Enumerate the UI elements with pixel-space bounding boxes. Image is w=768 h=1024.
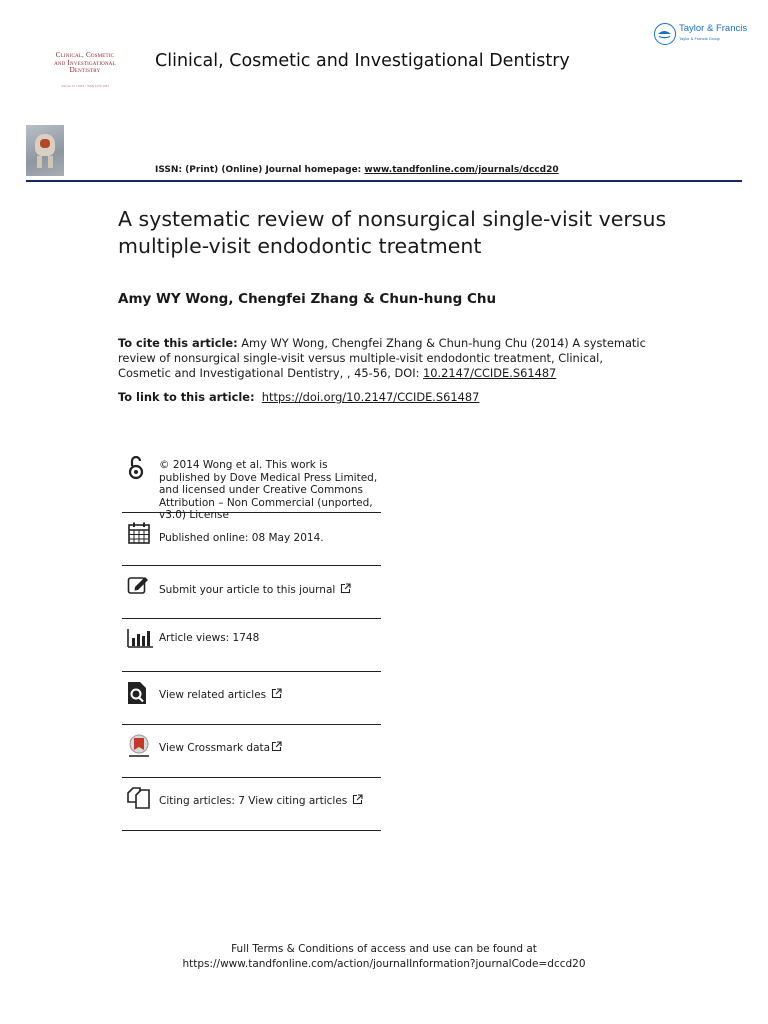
journal-title: Clinical, Cosmetic and Investigational Dentistry: [155, 51, 570, 71]
article-link-label: To link to this article:: [118, 390, 255, 404]
related-label: View related articles: [159, 689, 267, 701]
journal-cover-image: [26, 125, 64, 176]
publisher-name: Taylor & Francis: [679, 23, 748, 34]
external-link-icon: [340, 583, 351, 598]
citation-block: [118, 336, 658, 382]
license-row: [122, 452, 381, 521]
related-articles-link[interactable]: [159, 688, 282, 703]
article-link-line: [118, 390, 479, 404]
citing-label: Citing articles: 7 View citing articles: [159, 795, 348, 807]
submit-row[interactable]: [122, 566, 381, 619]
search-document-icon: [127, 681, 149, 709]
publisher-logo: [654, 22, 754, 46]
external-link-icon: [352, 794, 363, 809]
related-row[interactable]: [122, 672, 381, 725]
views-row: [122, 619, 381, 672]
issn-label: ISSN: (Print) (Online) Journal homepage:: [155, 165, 365, 175]
crossmark-link[interactable]: [159, 741, 282, 756]
journal-logo-line-3: Dentistry: [69, 66, 101, 74]
citing-articles-link[interactable]: [159, 794, 363, 809]
bar-chart-icon: [127, 628, 153, 652]
crossmark-label: View Crossmark data: [159, 742, 271, 754]
journal-logo-line-2: and Investigational: [54, 58, 116, 67]
external-link-icon: [271, 741, 282, 756]
external-link-icon: [271, 688, 282, 703]
published-date: Published online: 08 May 2014.: [159, 532, 324, 544]
open-access-icon: [127, 455, 145, 485]
article-link[interactable]: https://doi.org/10.2147/CCIDE.S61487: [261, 390, 480, 404]
citing-articles-icon: [127, 787, 151, 813]
crossmark-icon: [127, 734, 151, 764]
edit-icon: [127, 574, 151, 600]
publisher-logo-icon: [654, 23, 676, 45]
article-views: Article views: 1748: [159, 632, 260, 644]
citation-text: Amy WY Wong, Chengfei Zhang & Chun-hung Chu (2014) A systematic review of nonsurgical single-visit versus multiple-visit endodontic treatment, Clinical, Cosmetic and Investigational Dentistry, , 45-56, DOI:: [118, 336, 646, 381]
article-authors: Amy WY Wong, Chengfei Zhang & Chun-hung Chu: [118, 291, 497, 307]
license-text: © 2014 Wong et al. This work is published by Dove Medical Press Limited, and licensed under Creative Commons Attribution – Non Commercial (unported, v3.0) License: [159, 459, 378, 521]
journal-logo-subtext: Volume 11 • 2019 • ISSN 1179-1357: [60, 83, 110, 88]
calendar-icon: [127, 521, 151, 549]
footer: [0, 942, 768, 972]
footer-line-1: Full Terms & Conditions of access and use can be found at: [231, 943, 537, 955]
journal-logo-line-1: Clinical, Cosmetic: [55, 51, 115, 59]
footer-terms-link[interactable]: https://www.tandfonline.com/action/journalInformation?journalCode=dccd20: [182, 958, 586, 970]
published-row: [122, 513, 381, 566]
issn-line: [155, 165, 559, 175]
submit-link[interactable]: [159, 583, 351, 598]
citation-label: To cite this article:: [118, 336, 238, 350]
publisher-group: Taylor & Francis Group: [679, 36, 720, 41]
doi-link[interactable]: 10.2147/CCIDE.S61487: [423, 366, 557, 381]
citing-row[interactable]: [122, 778, 381, 831]
submit-label: Submit your article to this journal: [159, 584, 336, 596]
crossmark-row[interactable]: [122, 725, 381, 778]
article-title: A systematic review of nonsurgical single-visit versus multiple-visit endodontic treatment: [118, 207, 667, 258]
header-divider: [26, 180, 742, 182]
journal-logo: [38, 52, 132, 88]
article-metadata-list: [122, 452, 381, 831]
journal-homepage-link[interactable]: www.tandfonline.com/journals/dccd20: [364, 165, 559, 175]
